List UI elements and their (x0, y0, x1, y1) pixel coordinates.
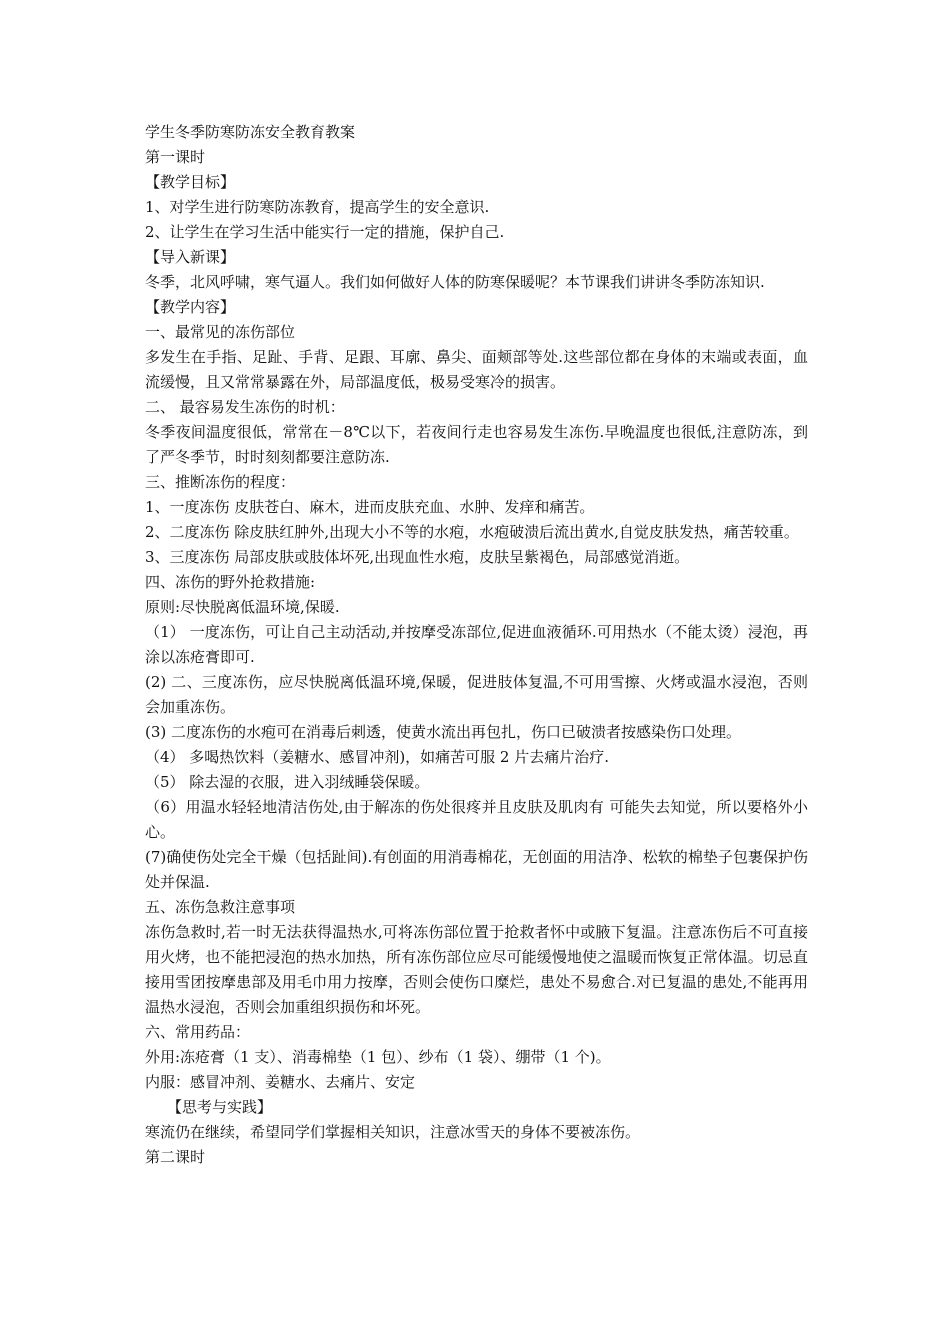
section-4-item-6: （6）用温水轻轻地清洁伤处,由于解冻的伤处很疼并且皮肤及肌肉有 可能失去知觉，所以要格外小心。 (145, 798, 808, 841)
document-page (145, 120, 808, 1170)
intro-heading: 【导入新课】 (145, 248, 236, 266)
section-4-item-7: (7)确使伤处完全干燥（包括趾间).有创面的用消毒棉花，无创面的用洁净、松软的棉垫子包裹保护伤处并保温. (145, 848, 808, 891)
section-3-item-1: 1、一度冻伤 皮肤苍白、麻木，进而皮肤充血、水肿、发痒和痛苦。 (145, 498, 595, 516)
practice-paragraph: 寒流仍在继续，希望同学们掌握相关知识，注意冰雪天的身体不要被冻伤。 (145, 1123, 641, 1141)
content-heading: 【教学内容】 (145, 298, 236, 316)
goal-2: 2、让学生在学习生活中能实行一定的措施，保护自己. (145, 223, 505, 241)
section-4-item-3: (3) 二度冻伤的水疱可在消毒后刺透，使黄水流出再包扎，伤口已破溃者按感染伤口处理。 (145, 723, 742, 741)
section-5-heading: 五、冻伤急救注意事项 (145, 898, 296, 916)
section-3-heading: 三、推断冻伤的程度： (145, 473, 296, 491)
section-4-item-2: (2) 二、三度冻伤，应尽快脱离低温环境,保暖，促进肢体复温,不可用雪擦、火烤或温水浸泡，否则会加重冻伤。 (145, 673, 808, 716)
section-4-item-1: （1） 一度冻伤，可让自己主动活动,并按摩受冻部位,促进血液循环.可用热水（不能太烫）浸泡，再涂以冻疮膏即可. (145, 623, 808, 666)
section-4-item-5: （5） 除去湿的衣服，进入羽绒睡袋保暖。 (145, 773, 430, 791)
section-6-heading: 六、常用药品： (145, 1023, 251, 1041)
section-5-paragraph: 冻伤急救时,若一时无法获得温热水,可将冻伤部位置于抢救者怀中或腋下复温。注意冻伤后不可直接用火烤，也不能把浸泡的热水加热，所有冻伤部位应尽可能缓慢地使之温暖而恢复正常体温。切忌直接用雪团按摩患部及用毛巾用力按摩，否则会使伤口糜烂，患处不易愈合.对已复温的患处,不能再用温热水浸泡，否则会加重组织损伤和坏死。 (145, 923, 808, 1016)
intro-paragraph: 冬季，北风呼啸，寒气逼人。我们如何做好人体的防寒保暖呢？本节课我们讲讲冬季防冻知识. (145, 273, 765, 291)
section-2-paragraph: 冬季夜间温度很低，常常在－8℃以下，若夜间行走也容易发生冻伤.早晚温度也很低,注意防冻，到了严冬季节，时时刻刻都要注意防冻. (145, 423, 808, 466)
section-3-item-3: 3、三度冻伤 局部皮肤或肢体坏死,出现血性水疱，皮肤呈紫褐色，局部感觉消逝。 (145, 548, 690, 566)
document-title: 学生冬季防寒防冻安全教育教案 (145, 123, 356, 141)
lesson-2-label: 第二课时 (145, 1148, 206, 1166)
section-2-heading: 二、 最容易发生冻伤的时机： (145, 398, 345, 416)
practice-heading: 【思考与实践】 (167, 1098, 273, 1116)
section-4-item-4: （4） 多喝热饮料（姜糖水、感冒冲剂)，如痛苦可服 2 片去痛片治疗. (145, 748, 610, 766)
section-1-paragraph: 多发生在手指、足趾、手背、足跟、耳廓、鼻尖、面颊部等处.这些部位都在身体的末端或表面，血流缓慢，且又常常暴露在外，局部温度低，极易受寒冷的损害。 (145, 348, 808, 391)
section-6-external: 外用:冻疮膏（1 支）、消毒棉垫（1 包）、纱布（1 袋）、绷带（1 个)。 (145, 1048, 611, 1066)
section-4-principle: 原则:尽快脱离低温环境,保暖. (145, 598, 340, 616)
section-6-internal: 内服：感冒冲剂、姜糖水、去痛片、安定 (145, 1073, 416, 1091)
goals-heading: 【教学目标】 (145, 173, 236, 191)
section-4-heading: 四、冻伤的野外抢救措施: (145, 573, 316, 591)
section-3-item-2: 2、二度冻伤 除皮肤红肿外,出现大小不等的水疱，水疱破溃后流出黄水,自觉皮肤发热，痛苦较重。 (145, 523, 799, 541)
goal-1: 1、对学生进行防寒防冻教育，提高学生的安全意识. (145, 198, 490, 216)
section-1-heading: 一、最常见的冻伤部位 (145, 323, 296, 341)
lesson-1-label: 第一课时 (145, 148, 206, 166)
